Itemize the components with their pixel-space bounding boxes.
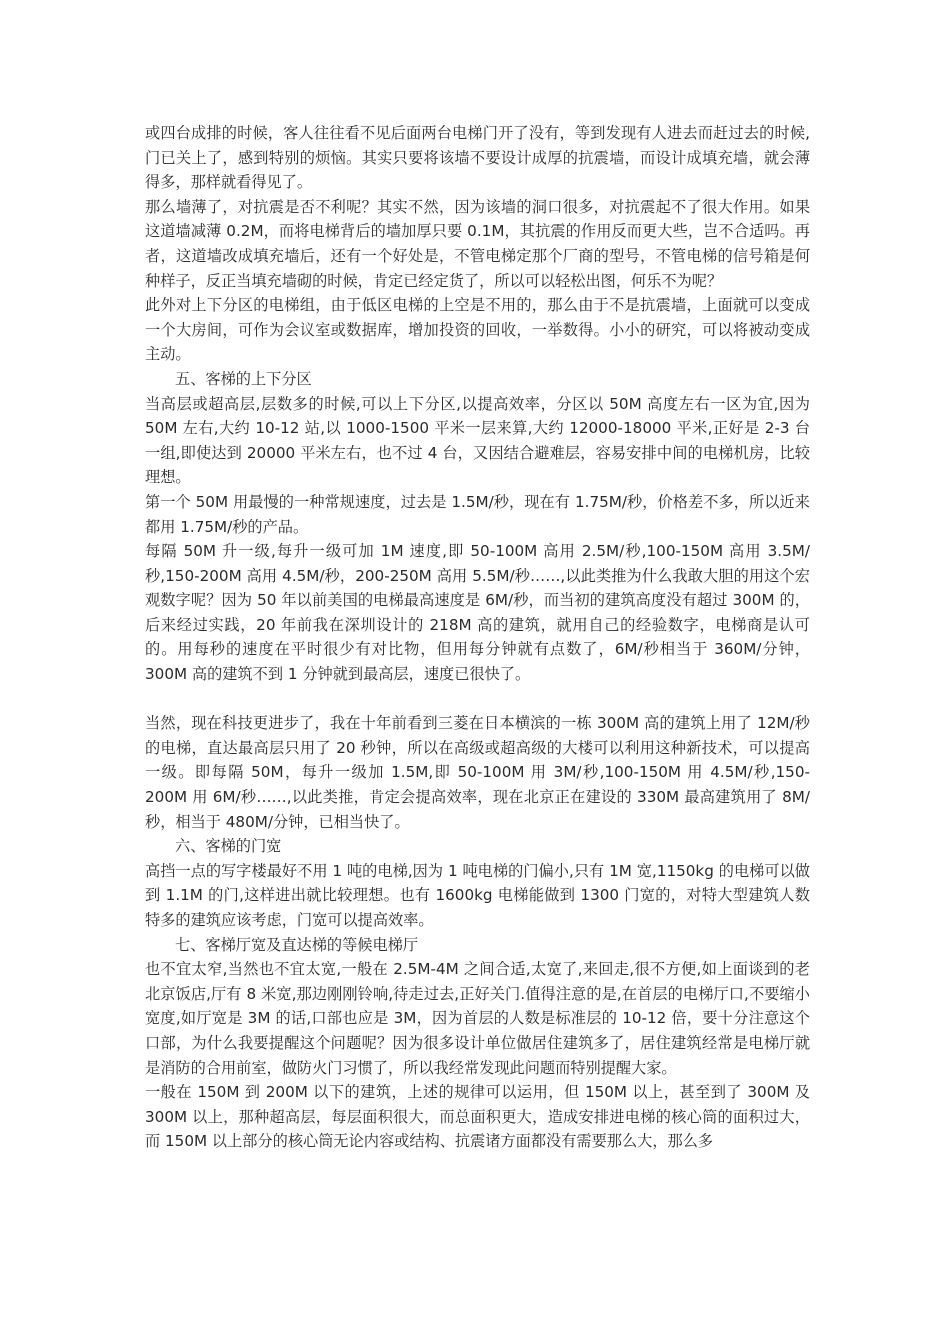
paragraph: 也不宜太窄,当然也不宜太宽,一般在 2.5M-4M 之间合适,太宽了,来回走,很不方便,如上面谈到的老北京饭店,厅有 8 米宽,那边刚刚铃响,待走过去,正好关门.值得注意的是,在首层的电梯厅口,不要缩小宽度,如厅宽是 3M 的话,口部也应是 3M，因为首层的人数是标准层的 10-12 倍，要十分注意这个口部，为什么我要提醒这个问题呢？因为很多设计单位做居住建筑多了，居住建筑经常是电梯厅就是消防的合用前室，做防火门习惯了，所以我经常发现此问题而特别提醒大家。: [145, 960, 810, 1077]
paragraph: 此外对上下分区的电梯组，由于低区电梯的上空是不用的，那么由于不是抗震墙，上面就可以变成一个大房间，可作为会议室或数据库，增加投资的回收，一举数得。小小的研究，可以将被动变成主动。: [145, 296, 810, 364]
document-page: [145, 121, 810, 1154]
paragraph: 或四台成排的时候，客人往往看不见后面两台电梯门开了没有，等到发现有人进去而赶过去的时候,门已关上了，感到特别的烦恼。其实只要将该墙不要设计成厚的抗震墙，而设计成填充墙，就会薄得多，那样就看得见了。: [145, 124, 810, 192]
blank-line: [145, 687, 810, 712]
paragraph: 当高层或超高层,层数多的时候,可以上下分区,以提高效率，分区以 50M 高度左右一区为宜,因为 50M 左右,大约 10-12 站,以 1000-1500 平米一层来算,大约 12000-18000 平米,正好是 2-3 台一组,即使达到 20000 平米左右，也不过 4 台，又因结合避难层，容易安排中间的电梯机房，比较理想。: [145, 394, 810, 487]
paragraph: 每隔 50M 升一级,每升一级可加 1M 速度,即 50-100M 高用 2.5M/秒,100-150M 高用 3.5M/秒,150-200M 高用 4.5M/秒，200-250M 高用 5.5M/秒……,以此类推为什么我敢大胆的用这个宏观数字呢？因为 50 年以前美国的电梯最高速度是 6M/秒，而当初的建筑高度没有超过 300M 的，后来经过实践，20 年前我在深圳设计的 218M 高的建筑，就用自己的经验数字，电梯商是认可的。用每秒的速度在平时很少有对比物，但用每分钟就有点数了，6M/秒相当于 360M/分钟，300M 高的建筑不到 1 分钟就到最高层，速度已很快了。: [145, 542, 810, 684]
paragraph: 第一个 50M 用最慢的一种常规速度，过去是 1.5M/秒，现在有 1.75M/秒，价格差不多，所以近来都用 1.75M/秒的产品。: [145, 492, 810, 536]
paragraph: 那么墙薄了，对抗震是否不利呢？其实不然，因为该墙的洞口很多，对抗震起不了很大作用。如果这道墙减薄 0.2M，而将电梯背后的墙加厚只要 0.1M，其抗震的作用反而更大些，岂不合适吗。再者，这道墙改成填充墙后，还有一个好处是，不管电梯定那个厂商的型号，不管电梯的信号箱是何种样子，反正当填充墙砌的时候，肯定已经定货了，所以可以轻松出图，何乐不为呢？: [145, 197, 810, 290]
section-heading: 六、客梯的门宽: [175, 837, 282, 856]
paragraph: 高挡一点的写字楼最好不用 1 吨的电梯,因为 1 吨电梯的门偏小,只有 1M 宽,1150kg 的电梯可以做到 1.1M 的门,这样进出就比较理想。也有 1600kg 电梯能做到 1300 门宽的，对特大型建筑人数特多的建筑应该考虑，门宽可以提高效率。: [145, 861, 810, 929]
section-heading: 五、客梯的上下分区: [175, 369, 312, 388]
section-heading: 七、客梯厅宽及直达梯的等候电梯厅: [175, 935, 418, 954]
paragraph: 当然，现在科技更进步了，我在十年前看到三菱在日本横滨的一栋 300M 高的建筑上用了 12M/秒的电梯，直达最高层只用了 20 秒钟，所以在高级或超高级的大楼可以利用这种新技术，可以提高一级。即每隔 50M，每升一级加 1.5M,即 50-100M 用 3M/秒,100-150M 用 4.5M/秒,150-200M 用 6M/秒……,以此类推，肯定会提高效率，现在北京正在建设的 330M 最高建筑用了 8M/秒，相当于 480M/分钟，已相当快了。: [145, 714, 810, 831]
paragraph: 一般在 150M 到 200M 以下的建筑，上述的规律可以运用，但 150M 以上，甚至到了 300M 及 300M 以上，那种超高层，每层面积很大，而总面积更大，造成安排进电梯的核心筒的面积过大，而 150M 以上部分的核心筒无论内容或结构、抗震诸方面都没有需要那么大，那么多: [145, 1083, 810, 1151]
